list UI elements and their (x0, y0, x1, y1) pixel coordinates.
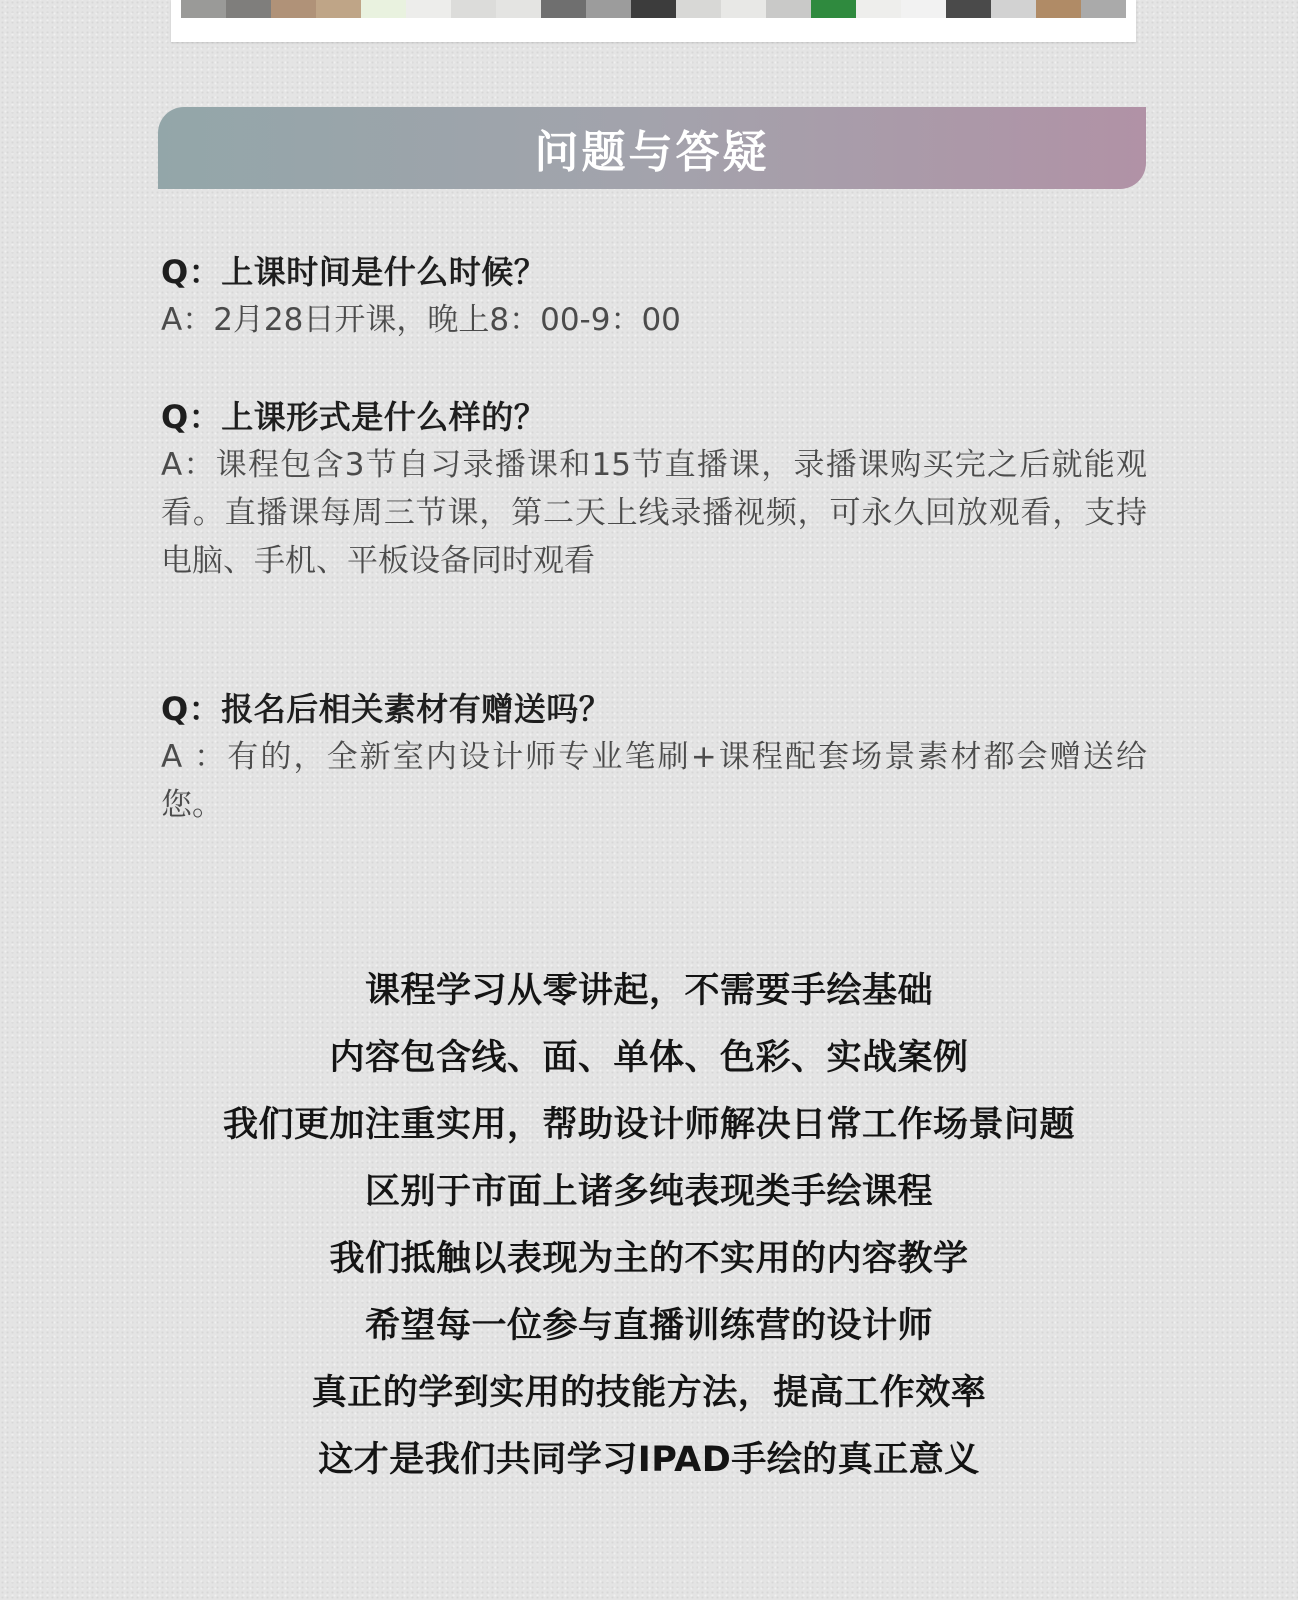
material-swatch-caption (451, 19, 496, 33)
material-swatch (946, 0, 991, 18)
material-swatch (991, 0, 1036, 18)
material-swatch (271, 0, 316, 18)
material-swatch (451, 0, 496, 18)
faq-answer: A ：有的，全新室内设计师专业笔刷+课程配套场景素材都会赠送给您。 (161, 739, 1147, 823)
material-swatch (316, 0, 361, 18)
material-swatch (811, 0, 856, 18)
swatch-label-row (181, 19, 1126, 33)
material-swatch (496, 0, 541, 18)
material-swatch-caption (586, 19, 631, 33)
statement-line: 我们更加注重实用，帮助设计师解决日常工作场景问题 (222, 1105, 1075, 1145)
material-swatch (406, 0, 451, 18)
material-swatch-caption (316, 19, 361, 33)
material-swatch (856, 0, 901, 18)
material-swatch-caption (766, 19, 811, 33)
faq-answer: A：课程包含3节自习录播课和15节直播课，录播课购买完之后就能观看。直播课每周三节课，第二天上线录播视频，可永久回放观看，支持电脑、手机、平板设备同时观看 (161, 447, 1147, 579)
material-swatch-caption (361, 19, 406, 33)
material-swatch-caption (946, 19, 991, 33)
course-statement (0, 958, 1298, 1494)
material-swatch-caption (901, 19, 946, 33)
material-swatch (676, 0, 721, 18)
faq-question: Q：上课形式是什么样的？ (161, 398, 547, 436)
material-swatch-caption (541, 19, 586, 33)
material-swatch-caption (271, 19, 316, 33)
material-swatch (1036, 0, 1081, 18)
faq-item-gift-materials (161, 685, 1147, 829)
material-swatch-strip (171, 0, 1136, 42)
section-title: 问题与答疑 (534, 127, 770, 178)
section-header-banner (158, 107, 1146, 189)
material-swatch-caption (991, 19, 1036, 33)
material-swatch (901, 0, 946, 18)
material-swatch-caption (406, 19, 451, 33)
statement-line: 这才是我们共同学习IPAD手绘的真正意义 (318, 1440, 980, 1480)
material-swatch-caption (631, 19, 676, 33)
material-swatch-caption (856, 19, 901, 33)
material-swatch (631, 0, 676, 18)
material-swatch (541, 0, 586, 18)
faq-item-class-format (161, 393, 1147, 585)
material-swatch (721, 0, 766, 18)
material-swatch-caption (721, 19, 766, 33)
material-swatch-caption (676, 19, 721, 33)
statement-line: 内容包含线、面、单体、色彩、实战案例 (329, 1038, 969, 1078)
statement-line: 希望每一位参与直播训练营的设计师 (364, 1306, 933, 1346)
statement-line: 区别于市面上诸多纯表现类手绘课程 (364, 1172, 933, 1212)
material-swatch-caption (1036, 19, 1081, 33)
faq-answer: A：2月28日开课，晚上8：00-9：00 (161, 302, 681, 338)
faq-question: Q：报名后相关素材有赠送吗？ (161, 690, 612, 728)
statement-line: 真正的学到实用的技能方法，提高工作效率 (311, 1373, 987, 1413)
material-swatch (361, 0, 406, 18)
material-swatch (181, 0, 226, 18)
material-swatch-caption (496, 19, 541, 33)
material-swatch-caption (811, 19, 856, 33)
material-swatch (586, 0, 631, 18)
faq-question: Q：上课时间是什么时候？ (161, 253, 547, 291)
statement-line: 我们抵触以表现为主的不实用的内容教学 (329, 1239, 969, 1279)
material-swatch-caption (1081, 19, 1126, 33)
material-swatch (766, 0, 811, 18)
material-swatch-caption (181, 19, 226, 33)
material-swatch-caption (226, 19, 271, 33)
material-swatch (226, 0, 271, 18)
swatch-row (181, 0, 1126, 18)
material-swatch (1081, 0, 1126, 18)
faq-item-class-time (161, 248, 1147, 344)
statement-line: 课程学习从零讲起，不需要手绘基础 (364, 971, 933, 1011)
